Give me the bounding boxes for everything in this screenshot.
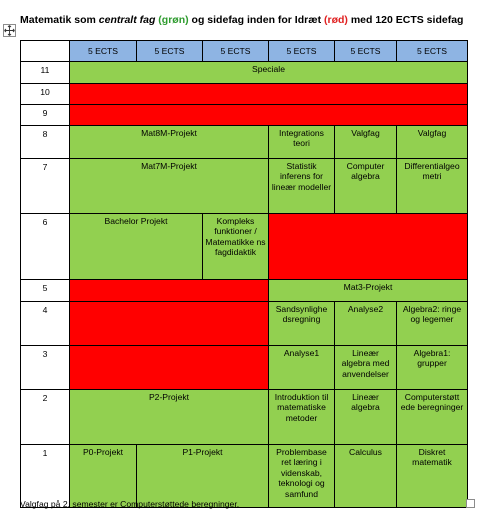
document-title: [20, 14, 463, 26]
semester-label: 9: [21, 105, 70, 126]
title-part1: Matematik som: [20, 14, 99, 26]
course-cell: Integrations teori: [269, 126, 335, 159]
course-cell: Introduktion til matematiske metoder: [269, 390, 335, 445]
course-cell: Analyse2: [335, 302, 397, 346]
semester-row-6: [21, 214, 468, 280]
project-cell: Bachelor Projekt: [70, 214, 203, 280]
course-cell: Lineær algebra med anvendelser: [335, 346, 397, 390]
project-cell: P2-Projekt: [70, 390, 269, 445]
speciale-cell: Speciale: [70, 62, 468, 84]
move-arrows-icon[interactable]: [3, 24, 16, 37]
project-cell: P1-Projekt: [137, 445, 269, 508]
course-cell: Valgfag: [397, 126, 468, 159]
semester-row-2: [21, 390, 468, 445]
title-part2: og sidefag inden for Idræt: [188, 14, 324, 26]
semester-label: 5: [21, 280, 70, 302]
semester-row-9: [21, 105, 468, 126]
project-cell: P0-Projekt: [70, 445, 137, 508]
semester-label: 10: [21, 84, 70, 105]
course-cell: Algebra2: ringe og legemer: [397, 302, 468, 346]
course-cell: Analyse1: [269, 346, 335, 390]
course-cell: Valgfag: [335, 126, 397, 159]
sidefag-red-cell: [70, 302, 269, 346]
ects-header-cell: 5 ECTS: [269, 41, 335, 62]
semester-row-10: [21, 84, 468, 105]
semester-row-4: [21, 302, 468, 346]
sidefag-red-cell: [269, 214, 468, 280]
semester-label: 2: [21, 390, 70, 445]
sidefag-red-cell: [70, 105, 468, 126]
course-cell: Problembase ret læring i videnskab, teknologi og samfund: [269, 445, 335, 508]
header-corner-cell: [21, 41, 70, 62]
semester-row-11: [21, 62, 468, 84]
semester-label: 1: [21, 445, 70, 508]
sidefag-red-cell: [70, 346, 269, 390]
course-cell: Computerstøtt ede beregninger: [397, 390, 468, 445]
course-cell: Kompleks funktioner / Matematikke ns fagdidaktik: [203, 214, 269, 280]
project-cell: Mat7M-Projekt: [70, 159, 269, 214]
semester-label: 8: [21, 126, 70, 159]
semester-row-7: [21, 159, 468, 214]
course-cell: Statistik inferens for lineær modeller: [269, 159, 335, 214]
semester-label: 3: [21, 346, 70, 390]
semester-row-8: [21, 126, 468, 159]
course-cell: Lineær algebra: [335, 390, 397, 445]
footnote: Valgfag på 2. semester er Computerstøttede beregninger.: [20, 499, 240, 509]
semester-label: 4: [21, 302, 70, 346]
title-green-label: (grøn): [155, 14, 189, 26]
header-row: [21, 41, 468, 62]
title-red-label: (rød): [323, 14, 348, 26]
sidefag-red-cell: [70, 84, 468, 105]
ects-header-cell: 5 ECTS: [203, 41, 269, 62]
semester-row-3: [21, 346, 468, 390]
semester-label: 11: [21, 62, 70, 84]
project-cell: Mat8M-Projekt: [70, 126, 269, 159]
ects-header-cell: 5 ECTS: [397, 41, 468, 62]
semester-table: [20, 40, 468, 508]
course-cell: Sandsynlighe dsregning: [269, 302, 335, 346]
course-cell: Algebra1: grupper: [397, 346, 468, 390]
ects-header-cell: 5 ECTS: [137, 41, 203, 62]
course-cell: Differentialgeo metri: [397, 159, 468, 214]
semester-row-5: [21, 280, 468, 302]
end-of-cell-marker-icon: [466, 499, 475, 508]
semester-label: 7: [21, 159, 70, 214]
course-cell: Diskret matematik: [397, 445, 468, 508]
title-part3: med 120 ECTS sidefag: [347, 14, 464, 26]
sidefag-red-cell: [70, 280, 269, 302]
course-cell: Computer algebra: [335, 159, 397, 214]
semester-label: 6: [21, 214, 70, 280]
ects-header-cell: 5 ECTS: [335, 41, 397, 62]
ects-header-cell: 5 ECTS: [70, 41, 137, 62]
title-italic: centralt fag: [98, 14, 156, 26]
project-cell: Mat3-Projekt: [269, 280, 468, 302]
course-cell: Calculus: [335, 445, 397, 508]
